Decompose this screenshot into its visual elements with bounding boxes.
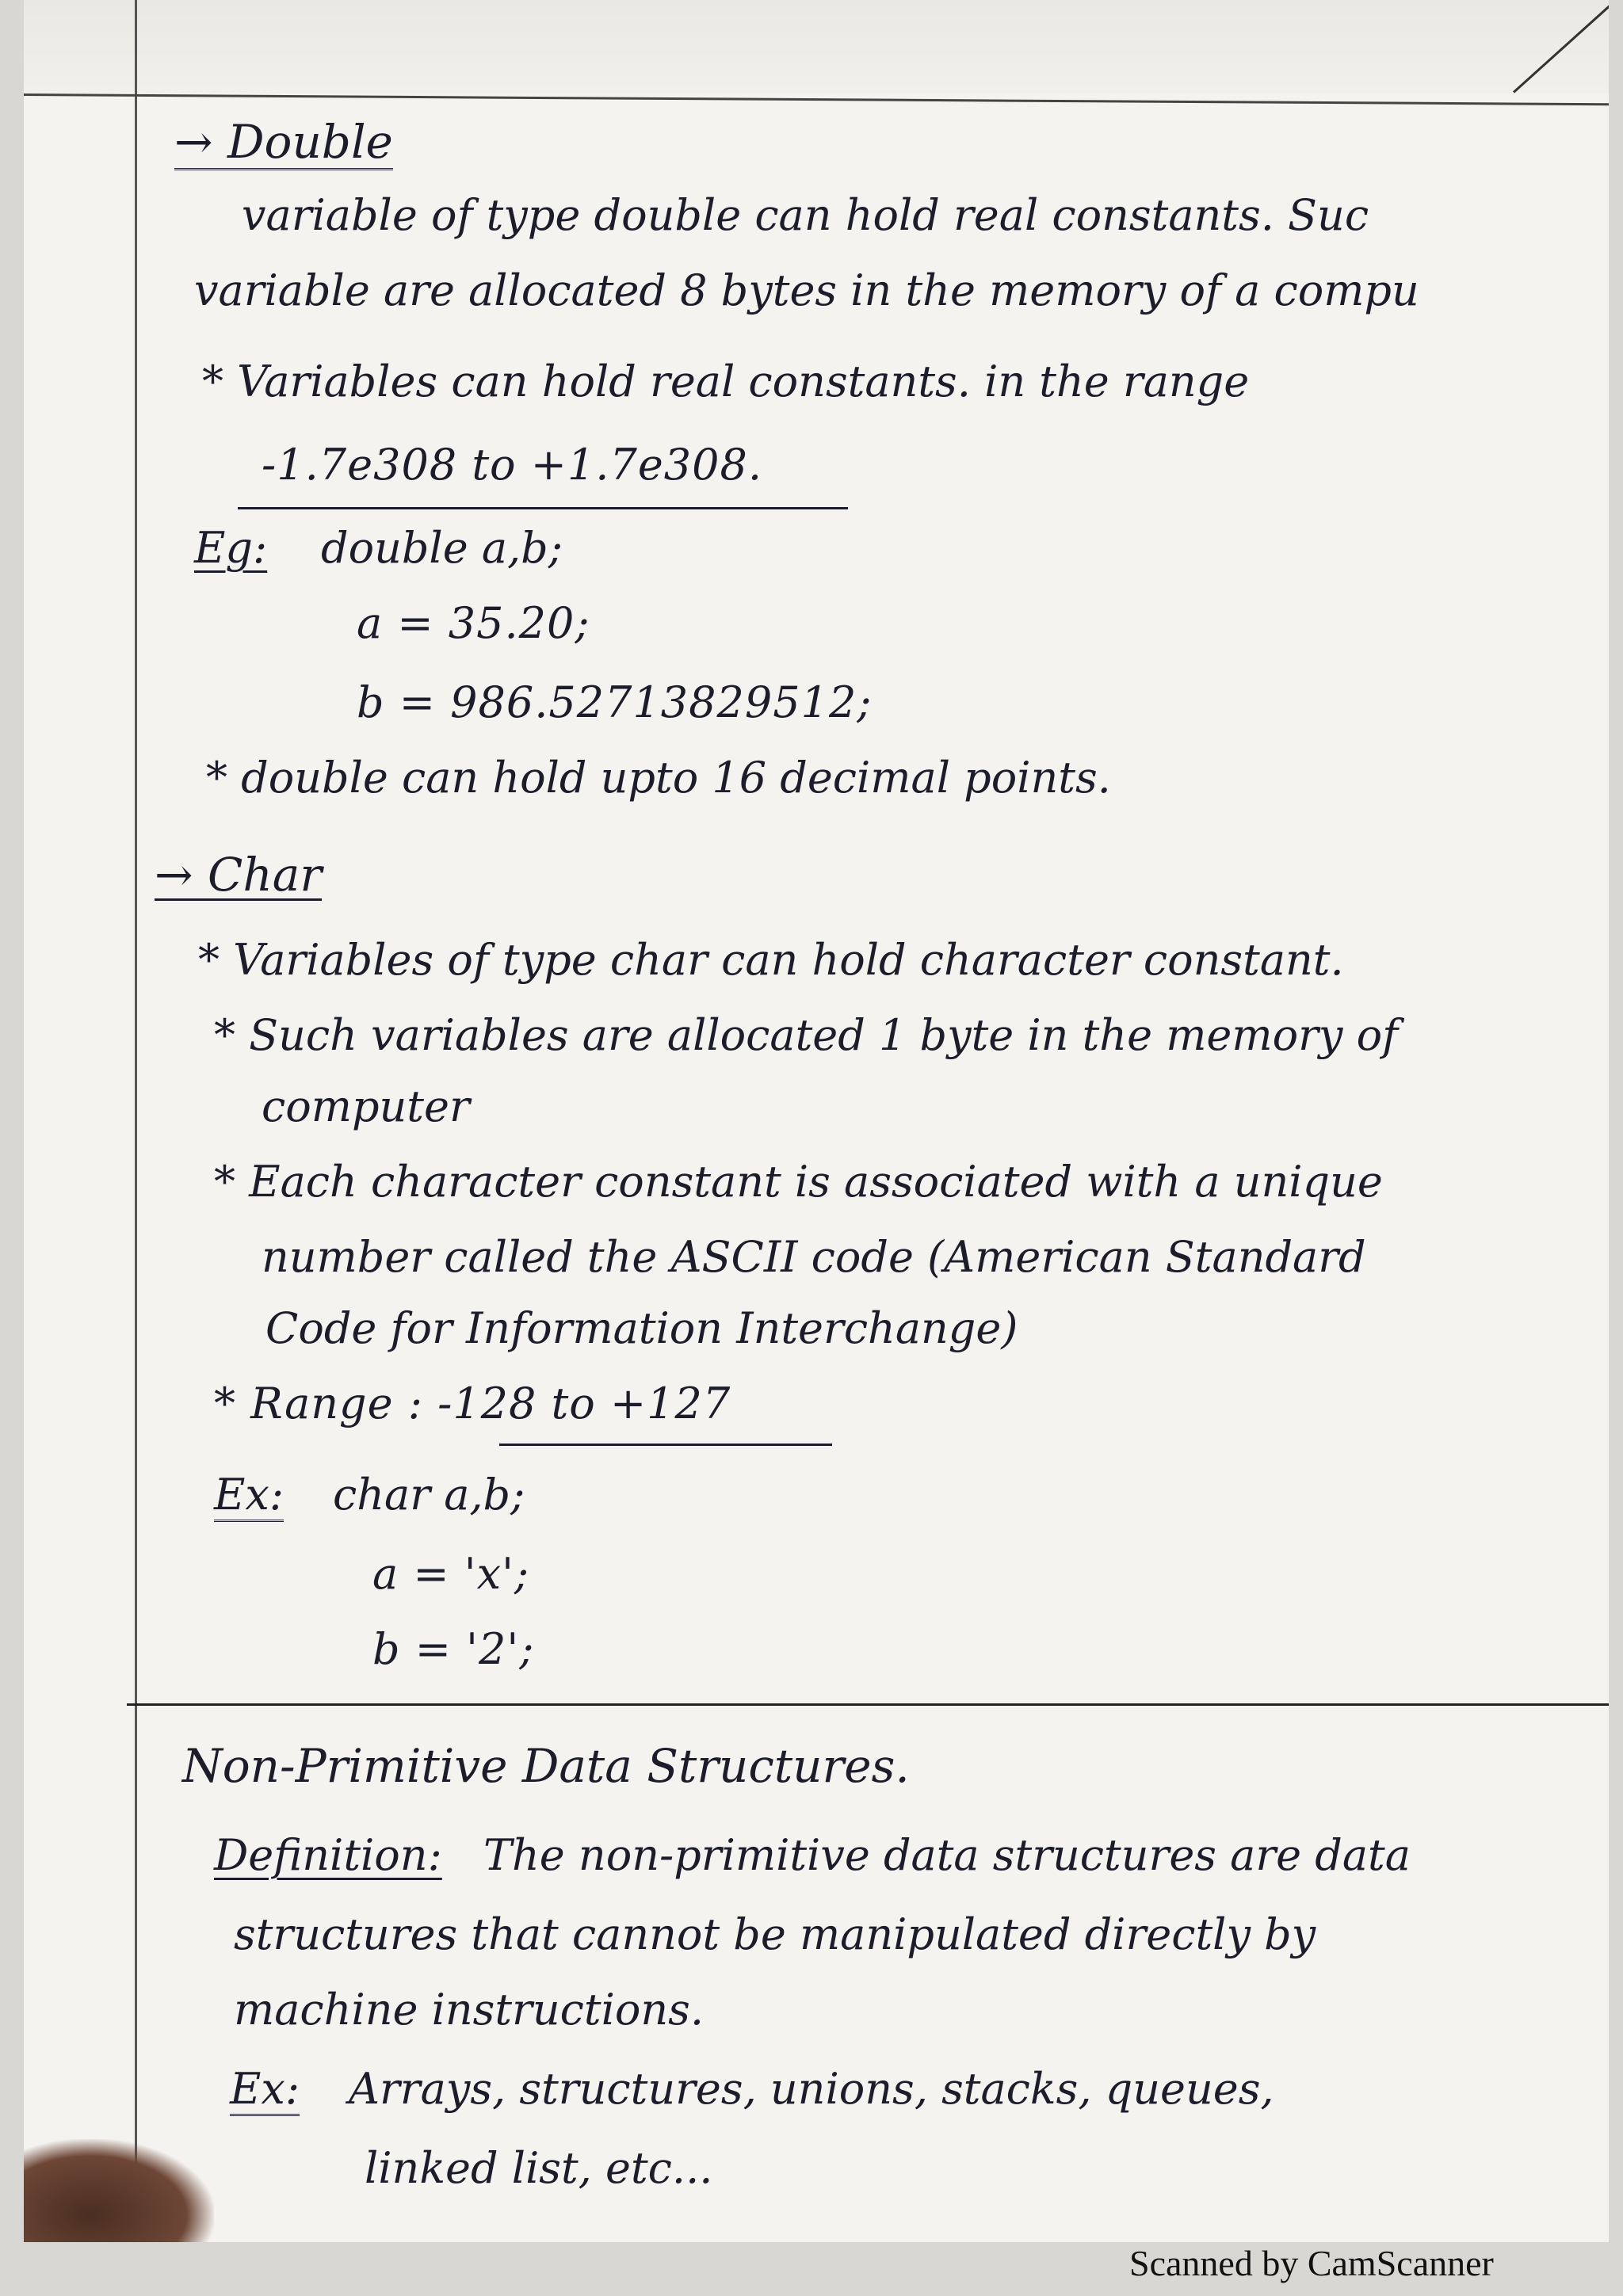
char-heading: → Char: [155, 848, 323, 902]
top-rule: [24, 93, 1609, 105]
double-example-b: b = 986.52713829512;: [357, 677, 873, 727]
page-top-strip: [24, 0, 1609, 93]
char-line-4: * Each character constant is associated with a unique: [214, 1157, 1383, 1207]
double-example-label: Eg:: [194, 523, 268, 573]
np-example-label: Ex:: [230, 2068, 300, 2116]
definition-line-2: structures that cannot be manipulated directly by: [234, 1909, 1316, 1959]
definition-line-3: machine instructions.: [234, 1985, 705, 2035]
thumb-shadow: [24, 2139, 214, 2242]
range-underline: [238, 507, 848, 509]
char-line-5: number called the ASCII code (American Standard: [262, 1232, 1366, 1282]
char-range: * Range : -128 to +127: [214, 1379, 731, 1428]
definition-line-1: The non-primitive data structures are data: [483, 1830, 1411, 1880]
double-example-a: a = 35.20;: [357, 598, 590, 648]
double-line-1: variable of type double can hold real constants. Suc: [242, 190, 1369, 240]
double-line-2: variable are allocated 8 bytes in the memory of a compu: [194, 265, 1419, 315]
scanner-watermark: Scanned by CamScanner: [1129, 2243, 1494, 2283]
margin-line: [135, 0, 137, 2242]
notebook-page: [24, 0, 1609, 2242]
np-example-line-2: linked list, etc...: [365, 2143, 713, 2193]
char-line-2: * Such variables are allocated 1 byte in the memory of: [214, 1010, 1399, 1060]
double-line-3: * Variables can hold real constants. in the range: [202, 357, 1250, 406]
double-note: * double can hold upto 16 decimal points.: [206, 753, 1111, 803]
double-heading: → Double: [174, 115, 393, 169]
char-example-decl: char a,b;: [333, 1470, 525, 1520]
char-line-6: Code for Information Interchange): [265, 1303, 1018, 1353]
definition-label: Definition:: [214, 1830, 442, 1880]
double-range: -1.7e308 to +1.7e308.: [262, 440, 763, 490]
char-example-label: Ex:: [214, 1474, 284, 1522]
double-example-decl: double a,b;: [321, 523, 563, 573]
char-line-1: * Variables of type char can hold character constant.: [198, 935, 1344, 985]
char-example-b: b = '2';: [372, 1624, 535, 1674]
non-primitive-heading: Non-Primitive Data Structures.: [182, 1739, 910, 1793]
section-divider: [127, 1703, 1609, 1706]
char-example-a: a = 'x';: [372, 1549, 530, 1599]
char-range-underline: [499, 1444, 832, 1446]
char-line-3: computer: [262, 1081, 470, 1131]
np-example-line-1: Arrays, structures, unions, stacks, queues,: [349, 2064, 1274, 2114]
